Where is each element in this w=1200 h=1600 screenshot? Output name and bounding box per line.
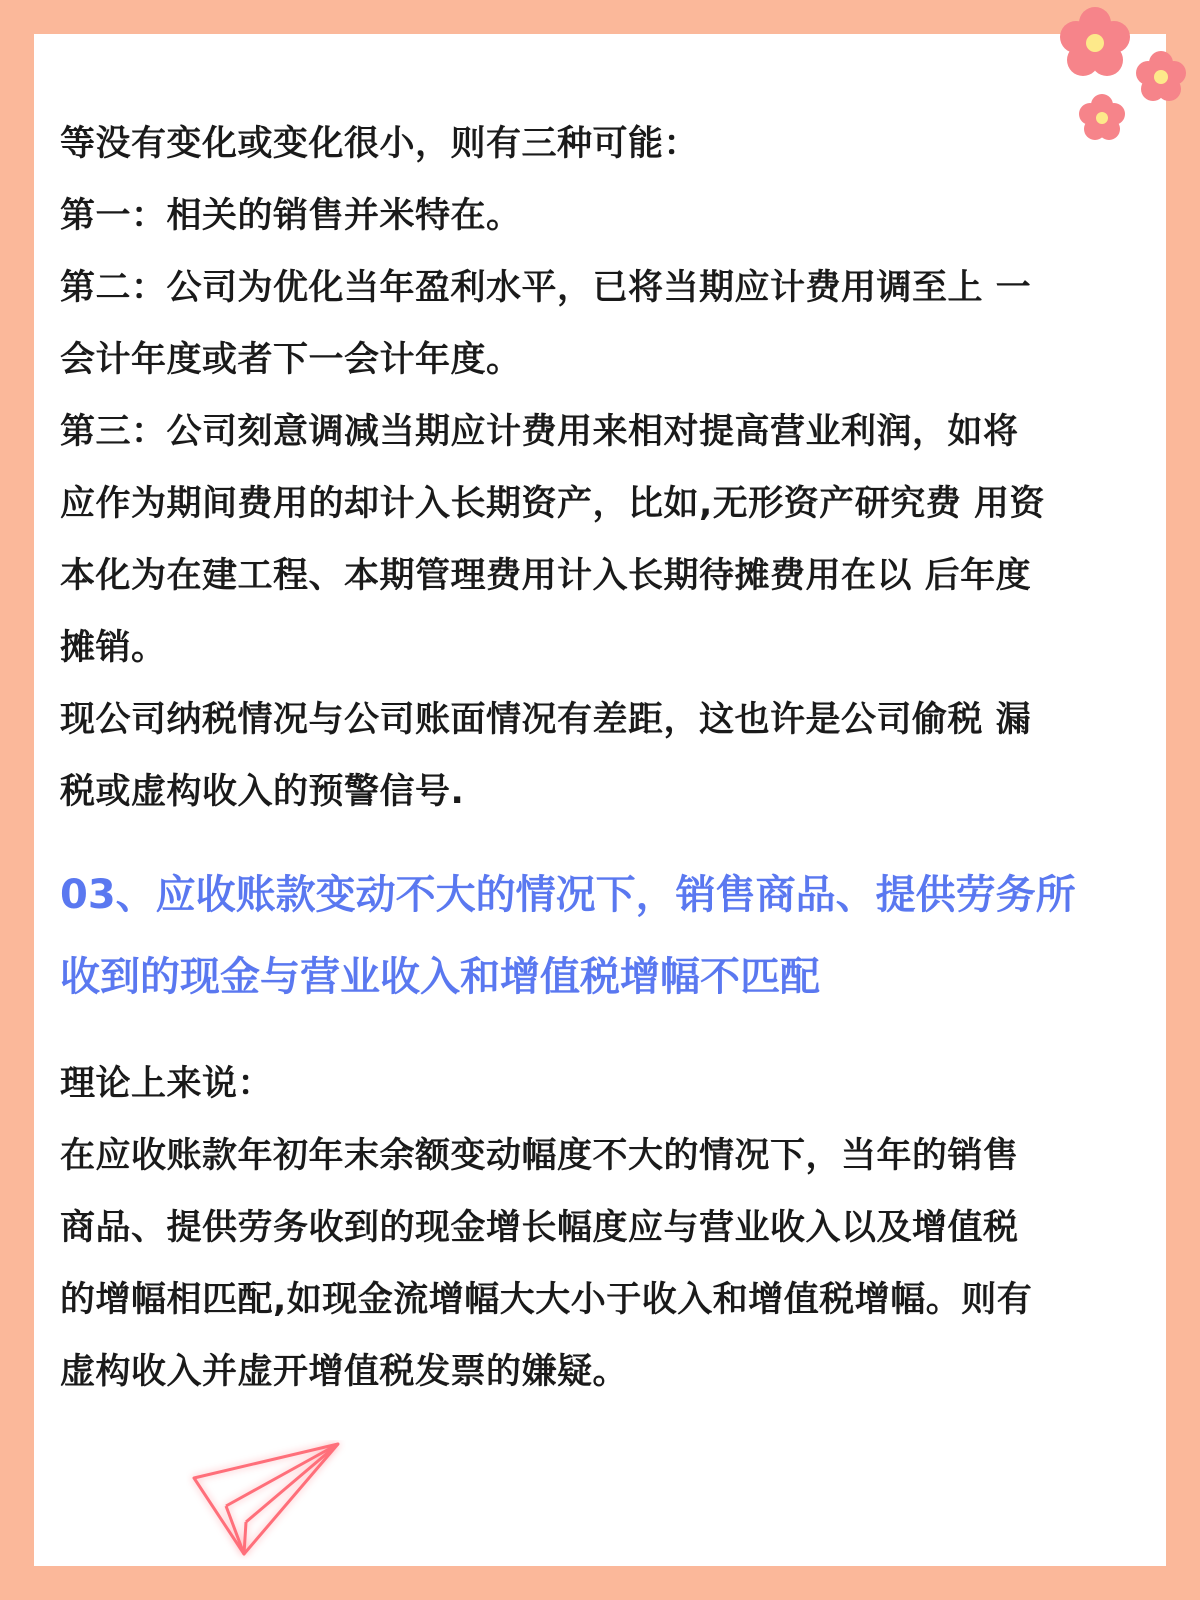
paragraph-line: 第一：相关的销售并米特在。 xyxy=(60,196,522,236)
paragraph-line: 现公司纳税情况与公司账面情况有差距，这也许是公司偷税 漏 xyxy=(60,700,1032,740)
section-heading-line: 03、应收账款变动不大的情况下，销售商品、提供劳务所 xyxy=(60,872,1076,918)
paragraph-line: 理论上来说： xyxy=(60,1064,274,1104)
article-body xyxy=(60,108,1150,1408)
paragraph-line: 虚构收入并虚开增值税发票的嫌疑。 xyxy=(60,1352,629,1392)
paragraph-line: 商品、提供劳务收到的现金增长幅度应与营业收入以及增值税 xyxy=(60,1208,1019,1248)
paragraph-line: 在应收账款年初年末余额变动幅度不大的情况下，当年的销售 xyxy=(60,1136,1019,1176)
paragraph-line: 等没有变化或变化很小，则有三种可能： xyxy=(60,124,700,164)
paper-plane-icon xyxy=(186,1440,346,1560)
paragraph-line: 第二：公司为优化当年盈利水平，已将当期应计费用调至上 一 xyxy=(60,268,1032,308)
paragraph-line: 第三：公司刻意调减当期应计费用来相对提高营业利润，如将 xyxy=(60,412,1019,452)
paragraph-line: 会计年度或者下一会计年度。 xyxy=(60,340,522,380)
flower-icon xyxy=(1128,44,1194,110)
flower-icon xyxy=(1050,0,1140,88)
section-heading-line: 收到的现金与营业收入和增值税增幅不匹配 xyxy=(60,954,820,1000)
paragraph-line: 本化为在建工程、本期管理费用计入长期待摊费用在以 后年度 xyxy=(60,556,1032,596)
paragraph-line: 的增幅相匹配,如现金流增幅大大小于收入和增值税增幅。则有 xyxy=(60,1280,1033,1320)
paragraph-line: 摊销。 xyxy=(60,628,167,668)
paragraph-line: 应作为期间费用的却计入长期资产，比如,无形资产研究费 用资 xyxy=(60,484,1045,524)
paragraph-line: 税或虚构收入的预警信号. xyxy=(60,772,465,812)
